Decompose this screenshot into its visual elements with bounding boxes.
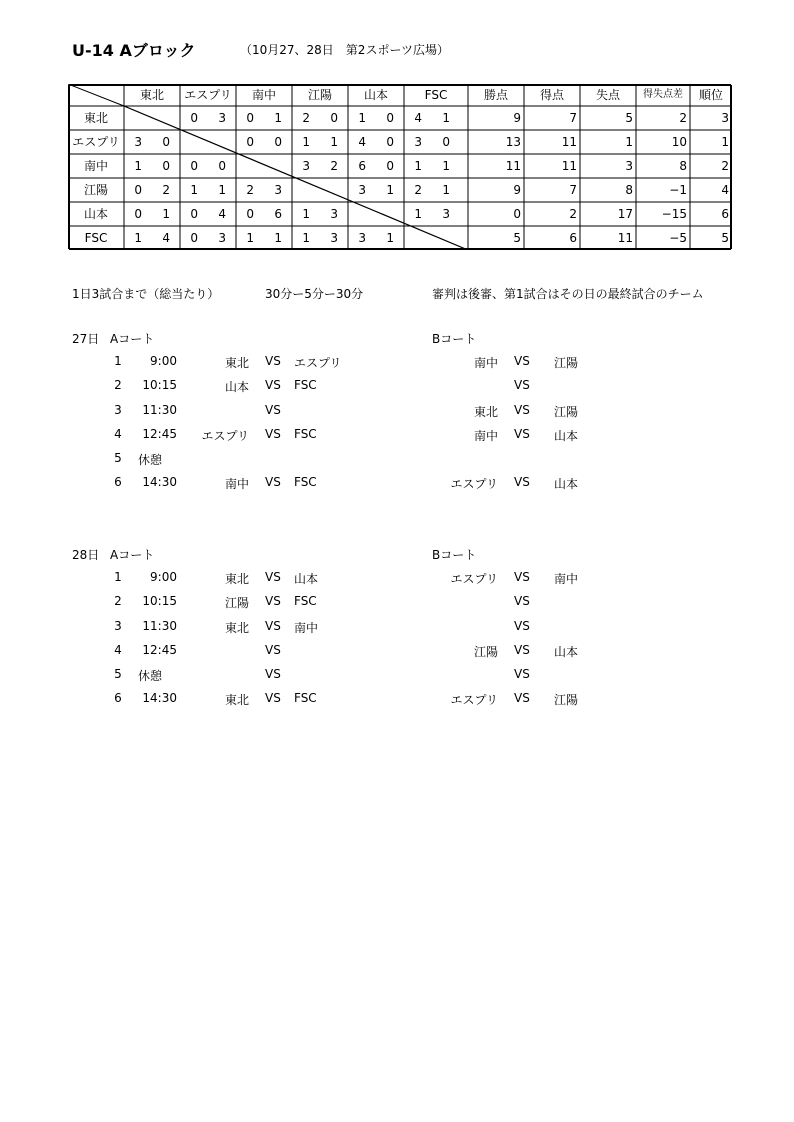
- score-for: 1: [302, 135, 310, 149]
- stat-goals-for: 11: [561, 135, 577, 149]
- match-number: 1: [114, 354, 122, 369]
- match-time: 11:30: [142, 402, 177, 417]
- match-time: 12:45: [142, 426, 177, 441]
- court-b-home-team: 江陽: [473, 644, 498, 659]
- stat-goals-for: 11: [561, 159, 577, 173]
- page-subtitle: （10月27、28日 第2スポーツ広場）: [240, 43, 449, 57]
- standings-team-name: エスプリ: [72, 135, 120, 149]
- score-against: 0: [218, 159, 226, 173]
- stat-goals-against: 3: [625, 159, 633, 173]
- court-a-home-team: 江陽: [224, 596, 249, 611]
- score-against: 3: [218, 231, 226, 245]
- match-time: 14:30: [142, 475, 177, 490]
- court-a-label: Aコート: [110, 548, 155, 562]
- score-for: 3: [358, 231, 366, 245]
- match-number: 4: [114, 642, 122, 657]
- court-a-vs: VS: [265, 667, 281, 681]
- stat-goals-against: 8: [625, 183, 633, 197]
- standings-team-name: 南中: [83, 159, 108, 173]
- standings-team-name: 東北: [83, 111, 108, 125]
- match-number: 3: [114, 618, 122, 633]
- score-against: 3: [274, 183, 282, 197]
- score-against: 6: [274, 207, 282, 221]
- court-a-home-team: エスプリ: [201, 428, 249, 443]
- match-number: 6: [114, 691, 122, 706]
- score-against: 1: [386, 183, 394, 197]
- score-against: 0: [442, 135, 450, 149]
- court-a-vs: VS: [265, 354, 281, 369]
- court-b-away-team: 南中: [554, 572, 579, 587]
- score-against: 4: [218, 207, 226, 221]
- stat-goal-difference: 10: [671, 135, 687, 149]
- stat-rank: 6: [721, 207, 729, 221]
- score-for: 1: [246, 231, 254, 245]
- score-against: 1: [442, 111, 450, 125]
- court-a-vs: VS: [265, 570, 281, 585]
- court-b-label: Bコート: [432, 548, 477, 562]
- score-for: 1: [134, 159, 142, 173]
- score-for: 3: [134, 135, 142, 149]
- stat-rank: 2: [721, 159, 729, 173]
- match-number: 6: [114, 475, 122, 490]
- stat-goal-difference: 2: [679, 111, 687, 125]
- match-number: 1: [114, 570, 122, 585]
- court-a-away-team: FSC: [294, 475, 317, 490]
- stat-goals-against: 5: [625, 111, 633, 125]
- score-for: 2: [414, 183, 422, 197]
- score-for: 2: [246, 183, 254, 197]
- score-against: 0: [274, 135, 282, 149]
- stat-goal-difference: −1: [669, 183, 687, 197]
- day-label: 28日: [72, 548, 100, 562]
- score-for: 3: [358, 183, 366, 197]
- standings-header: 江陽: [307, 88, 332, 102]
- score-against: 0: [386, 159, 394, 173]
- court-a-vs: VS: [265, 475, 281, 490]
- score-for: 3: [302, 159, 310, 173]
- court-a-away-team: 南中: [294, 620, 319, 635]
- score-against: 3: [442, 207, 450, 221]
- score-for: 1: [190, 183, 198, 197]
- court-a-vs: VS: [265, 594, 281, 609]
- score-against: 1: [274, 231, 282, 245]
- score-against: 4: [162, 231, 170, 245]
- court-b-home-team: エスプリ: [450, 693, 498, 708]
- standings-team-name: FSC: [84, 231, 108, 245]
- score-against: 1: [442, 183, 450, 197]
- match-time: 12:45: [142, 642, 177, 657]
- court-b-home-team: エスプリ: [450, 477, 498, 492]
- stat-points: 0: [513, 207, 521, 221]
- court-b-vs: VS: [514, 642, 530, 657]
- court-b-away-team: 江陽: [554, 356, 579, 371]
- score-against: 2: [330, 159, 338, 173]
- break-label: 休憩: [138, 453, 163, 467]
- court-b-vs: VS: [514, 594, 530, 609]
- score-for: 0: [190, 159, 198, 173]
- standings-team-name: 山本: [83, 207, 108, 221]
- score-for: 1: [414, 207, 422, 221]
- score-against: 0: [386, 111, 394, 125]
- score-against: 1: [442, 159, 450, 173]
- stat-points: 11: [505, 159, 521, 173]
- day-label: 27日: [72, 332, 100, 346]
- match-number: 5: [114, 667, 122, 681]
- score-for: 6: [358, 159, 366, 173]
- break-label: 休憩: [138, 669, 163, 683]
- stat-points: 5: [513, 231, 521, 245]
- match-time: 10:15: [142, 594, 177, 609]
- standings-header: 得失点差: [643, 89, 683, 100]
- score-for: 0: [246, 207, 254, 221]
- court-b-away-team: 山本: [554, 477, 579, 492]
- stat-goals-for: 7: [569, 111, 577, 125]
- match-time: 14:30: [142, 691, 177, 706]
- court-a-vs: VS: [265, 378, 281, 393]
- stat-rank: 4: [721, 183, 729, 197]
- court-a-away-team: FSC: [294, 426, 317, 441]
- score-for: 0: [134, 207, 142, 221]
- score-against: 1: [162, 207, 170, 221]
- match-number: 4: [114, 426, 122, 441]
- court-b-vs: VS: [514, 570, 530, 585]
- score-against: 1: [330, 135, 338, 149]
- page-title: U-14 Aブロック: [72, 41, 196, 60]
- match-number: 2: [114, 594, 122, 609]
- court-b-vs: VS: [514, 426, 530, 441]
- score-for: 3: [414, 135, 422, 149]
- court-b-away-team: 江陽: [554, 693, 579, 708]
- court-b-label: Bコート: [432, 332, 477, 346]
- match-time: 9:00: [150, 570, 177, 585]
- score-against: 2: [162, 183, 170, 197]
- score-against: 1: [218, 183, 226, 197]
- court-b-home-team: 東北: [473, 404, 498, 419]
- stat-points: 9: [513, 183, 521, 197]
- match-time: 10:15: [142, 378, 177, 393]
- score-for: 4: [414, 111, 422, 125]
- score-for: 1: [414, 159, 422, 173]
- match-number: 3: [114, 402, 122, 417]
- score-for: 1: [302, 207, 310, 221]
- court-b-vs: VS: [514, 378, 530, 393]
- score-for: 1: [358, 111, 366, 125]
- score-for: 2: [302, 111, 310, 125]
- stat-goals-against: 1: [625, 135, 633, 149]
- stat-goal-difference: −5: [669, 231, 687, 245]
- court-b-home-team: 南中: [473, 356, 498, 371]
- score-against: 0: [386, 135, 394, 149]
- score-for: 1: [302, 231, 310, 245]
- match-number: 5: [114, 451, 122, 465]
- score-for: 0: [246, 111, 254, 125]
- score-for: 0: [134, 183, 142, 197]
- score-against: 3: [218, 111, 226, 125]
- stat-goals-for: 7: [569, 183, 577, 197]
- score-for: 0: [190, 111, 198, 125]
- score-against: 3: [330, 231, 338, 245]
- stat-goal-difference: 8: [679, 159, 687, 173]
- court-a-away-team: FSC: [294, 691, 317, 706]
- court-a-vs: VS: [265, 402, 281, 417]
- court-b-vs: VS: [514, 354, 530, 369]
- stat-rank: 1: [721, 135, 729, 149]
- stat-goals-for: 2: [569, 207, 577, 221]
- court-b-home-team: 南中: [473, 428, 498, 443]
- standings-header: エスプリ: [184, 88, 232, 102]
- court-a-away-team: エスプリ: [294, 356, 342, 371]
- court-a-vs: VS: [265, 618, 281, 633]
- score-against: 3: [330, 207, 338, 221]
- court-a-home-team: 東北: [224, 693, 249, 708]
- stat-points: 9: [513, 111, 521, 125]
- match-time: 11:30: [142, 618, 177, 633]
- standings-header: 勝点: [483, 88, 508, 102]
- match-time: 9:00: [150, 354, 177, 369]
- score-for: 1: [134, 231, 142, 245]
- score-against: 0: [162, 135, 170, 149]
- score-against: 1: [386, 231, 394, 245]
- score-against: 0: [330, 111, 338, 125]
- standings-team-name: 江陽: [83, 183, 108, 197]
- court-b-away-team: 山本: [554, 428, 579, 443]
- court-a-label: Aコート: [110, 332, 155, 346]
- stat-goal-difference: −15: [661, 207, 687, 221]
- format-note: 1日3試合まで（総当たり）: [72, 287, 220, 301]
- court-a-vs: VS: [265, 642, 281, 657]
- court-b-home-team: エスプリ: [450, 572, 498, 587]
- court-b-vs: VS: [514, 691, 530, 706]
- match-number: 2: [114, 378, 122, 393]
- referee-note: 審判は後審、第1試合はその日の最終試合のチーム: [432, 287, 704, 301]
- court-a-home-team: 山本: [224, 380, 249, 395]
- stat-goals-against: 11: [617, 231, 633, 245]
- court-a-home-team: 東北: [224, 620, 249, 635]
- court-b-away-team: 江陽: [554, 404, 579, 419]
- standings-header: 東北: [139, 88, 164, 102]
- score-for: 0: [190, 231, 198, 245]
- standings-table: [68, 84, 732, 250]
- score-for: 0: [190, 207, 198, 221]
- stat-rank: 5: [721, 231, 729, 245]
- standings-header: 山本: [363, 88, 388, 102]
- standings-header: 得点: [539, 88, 564, 102]
- score-against: 0: [162, 159, 170, 173]
- court-a-home-team: 南中: [224, 477, 249, 492]
- court-a-away-team: 山本: [294, 572, 319, 587]
- court-b-vs: VS: [514, 475, 530, 490]
- time-note: 30分ー5分ー30分: [265, 287, 364, 301]
- court-b-vs: VS: [514, 667, 530, 681]
- standings-header: FSC: [424, 88, 448, 102]
- court-a-vs: VS: [265, 426, 281, 441]
- score-for: 4: [358, 135, 366, 149]
- standings-header: 順位: [698, 88, 723, 102]
- stat-rank: 3: [721, 111, 729, 125]
- score-against: 1: [274, 111, 282, 125]
- court-b-vs: VS: [514, 618, 530, 633]
- court-b-away-team: 山本: [554, 644, 579, 659]
- score-for: 0: [246, 135, 254, 149]
- court-a-vs: VS: [265, 691, 281, 706]
- standings-header: 南中: [251, 88, 276, 102]
- court-a-home-team: 東北: [224, 356, 249, 371]
- court-a-away-team: FSC: [294, 594, 317, 609]
- standings-header: 失点: [595, 88, 620, 102]
- court-a-away-team: FSC: [294, 378, 317, 393]
- court-a-home-team: 東北: [224, 572, 249, 587]
- stat-goals-against: 17: [617, 207, 633, 221]
- stat-goals-for: 6: [569, 231, 577, 245]
- court-b-vs: VS: [514, 402, 530, 417]
- stat-points: 13: [505, 135, 521, 149]
